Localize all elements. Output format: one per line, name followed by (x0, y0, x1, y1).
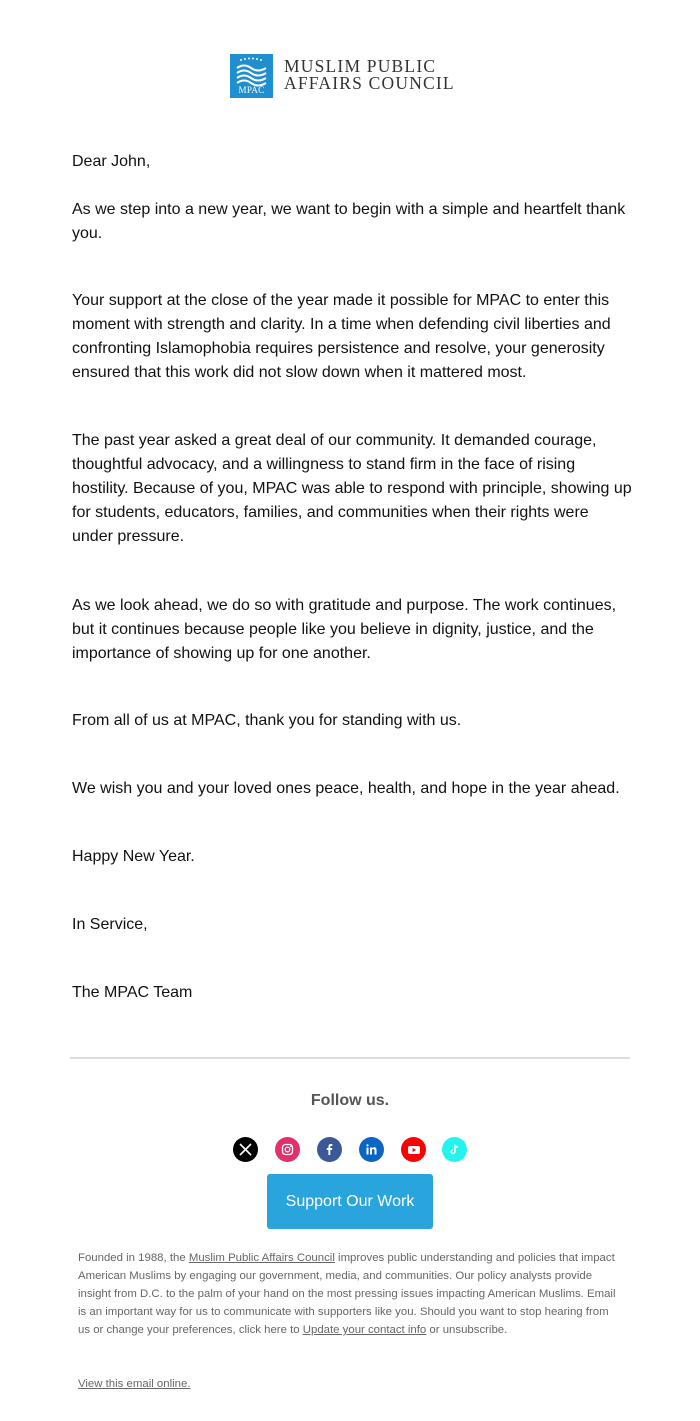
signature: The MPAC Team (72, 984, 193, 1001)
logo-abbrev: MPAC (238, 85, 265, 95)
divider (70, 1057, 630, 1059)
footer-text-part3: or unsubscribe. (426, 1324, 508, 1336)
linkedin-icon[interactable] (359, 1137, 384, 1162)
paragraph-5: From all of us at MPAC, thank you for standing with us. (72, 712, 462, 729)
paragraph-6: We wish you and your loved ones peace, health, and hope in the year ahead. (72, 780, 620, 797)
footer-text (78, 1249, 623, 1339)
instagram-icon[interactable] (275, 1137, 300, 1162)
paragraph-3: The past year asked a great deal of our community. It demanded courage, thoughtful advocacy, and a willingness to stand firm in the face of rising hostility. Because of you, MPAC was able to respond with principle, showing up for students, educators, families, and communities when their rights were under pressure. (72, 432, 632, 545)
facebook-icon[interactable] (317, 1137, 342, 1162)
youtube-icon[interactable] (401, 1137, 426, 1162)
support-our-work-button[interactable]: Support Our Work (267, 1174, 433, 1229)
follow-heading: Follow us. (310, 1092, 390, 1109)
x-icon[interactable] (233, 1137, 258, 1162)
greeting: Dear John, (72, 153, 151, 170)
view-online-link[interactable]: View this email online. (78, 1378, 191, 1390)
tiktok-icon[interactable] (442, 1137, 467, 1162)
org-name-line2: AFFAIRS COUNCIL (284, 73, 455, 93)
header (0, 54, 700, 100)
paragraph-8: In Service, (72, 916, 148, 933)
org-link[interactable]: Muslim Public Affairs Council (188, 1252, 335, 1264)
paragraph-1: As we step into a new year, we want to begin with a simple and heartfelt thank you. (72, 201, 626, 242)
update-contact-link[interactable]: Update your contact info (302, 1324, 427, 1336)
paragraph-4: As we look ahead, we do so with gratitude and purpose. The work continues, but it continues because people like you believe in dignity, justice, and the importance of showing up for one another. (72, 597, 617, 662)
paragraph-2: Your support at the close of the year made it possible for MPAC to enter this moment with strength and clarity. In a time when defending civil liberties and confronting Islamophobia requires persistence and resolve, your generosity ensured that this work did not slow down when it mattered most. (72, 292, 611, 381)
mpac-logo[interactable] (230, 54, 273, 98)
org-name (284, 58, 455, 92)
org-name-line1: MUSLIM PUBLIC (284, 56, 437, 76)
footer-text-part2: improves public understanding and policies that impact American Muslims by engaging our government, media, and communities. Our policy analysts provide insight from D.C. to the palm of your hand on the most pressing issues impacting American Muslims. Email is an important way for us to communicate with supporters like you. Should you want to stop hearing from us or change your preferences, click here to (78, 1252, 616, 1336)
footer-text-part1: Founded in 1988, the (78, 1252, 189, 1264)
paragraph-7: Happy New Year. (72, 848, 195, 865)
